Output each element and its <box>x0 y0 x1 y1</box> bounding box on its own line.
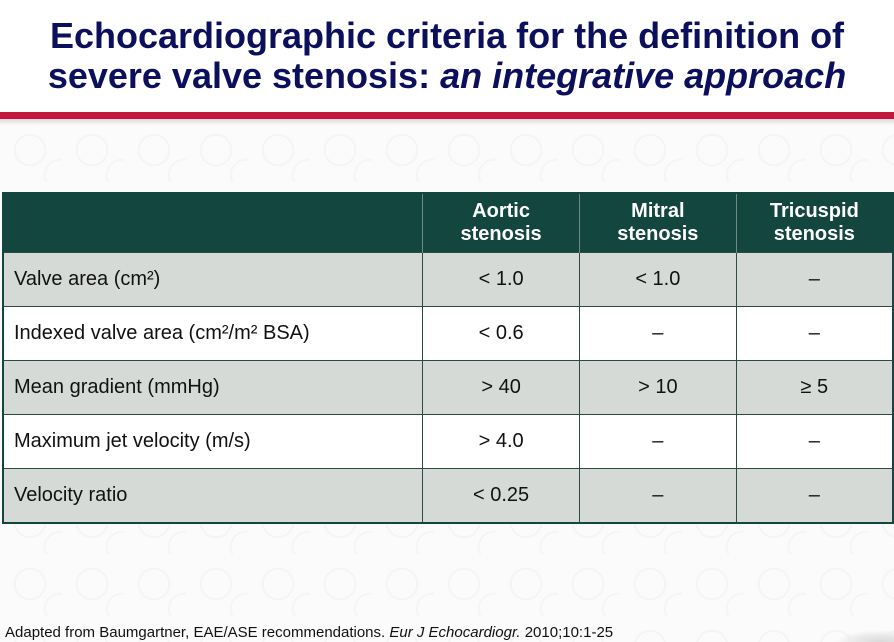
stenosis-criteria-table <box>2 192 894 524</box>
slide-title <box>0 16 894 96</box>
row-label: Mean gradient (mmHg) <box>3 361 423 415</box>
cell-tricuspid: – <box>736 253 893 307</box>
cell-tricuspid: ≥ 5 <box>736 361 893 415</box>
citation-journal: Eur J Echocardiogr. <box>389 624 521 641</box>
cell-mitral: < 1.0 <box>579 253 736 307</box>
header-mitral-line1: Mitral <box>631 200 685 222</box>
title-divider <box>0 112 894 119</box>
header-aortic-line2: stenosis <box>460 223 542 245</box>
cell-tricuspid: – <box>736 415 893 469</box>
table-row <box>3 415 893 469</box>
cell-aortic: > 40 <box>423 361 580 415</box>
table-row <box>3 307 893 361</box>
header-tricuspid-line2: stenosis <box>773 223 855 245</box>
row-label: Indexed valve area (cm²/m² BSA) <box>3 307 423 361</box>
citation-details: 2010;10:1-25 <box>520 624 614 641</box>
row-label: Valve area (cm²) <box>3 253 423 307</box>
header-mitral-line2: stenosis <box>617 223 699 245</box>
cell-aortic: < 1.0 <box>423 253 580 307</box>
cell-aortic: < 0.6 <box>423 307 580 361</box>
cell-aortic: < 0.25 <box>423 469 580 524</box>
title-divider-shadow <box>0 119 894 125</box>
header-aortic-stenosis <box>423 193 580 253</box>
cell-mitral: – <box>579 415 736 469</box>
row-label: Velocity ratio <box>3 469 423 524</box>
header-tricuspid-line1: Tricuspid <box>769 200 859 222</box>
corner-logo-fragment <box>834 630 894 642</box>
cell-tricuspid: – <box>736 469 893 524</box>
table-row <box>3 469 893 524</box>
citation-prefix: Adapted from Baumgartner, EAE/ASE recommendations. <box>5 624 390 641</box>
title-line-2-italic: an integrative approach <box>440 55 847 96</box>
title-line-2: severe valve stenosis: <box>47 55 441 96</box>
source-citation <box>5 624 613 641</box>
cell-mitral: – <box>579 307 736 361</box>
header-tricuspid-stenosis <box>736 193 893 253</box>
header-mitral-stenosis <box>579 193 736 253</box>
cell-tricuspid: – <box>736 307 893 361</box>
table-row <box>3 253 893 307</box>
table-header-row <box>3 193 893 253</box>
row-label: Maximum jet velocity (m/s) <box>3 415 423 469</box>
header-blank <box>3 193 423 253</box>
cell-mitral: – <box>579 469 736 524</box>
title-line-1: Echocardiographic criteria for the definition of <box>49 15 845 56</box>
table-row <box>3 361 893 415</box>
header-aortic-line1: Aortic <box>472 200 530 222</box>
cell-aortic: > 4.0 <box>423 415 580 469</box>
cell-mitral: > 10 <box>579 361 736 415</box>
